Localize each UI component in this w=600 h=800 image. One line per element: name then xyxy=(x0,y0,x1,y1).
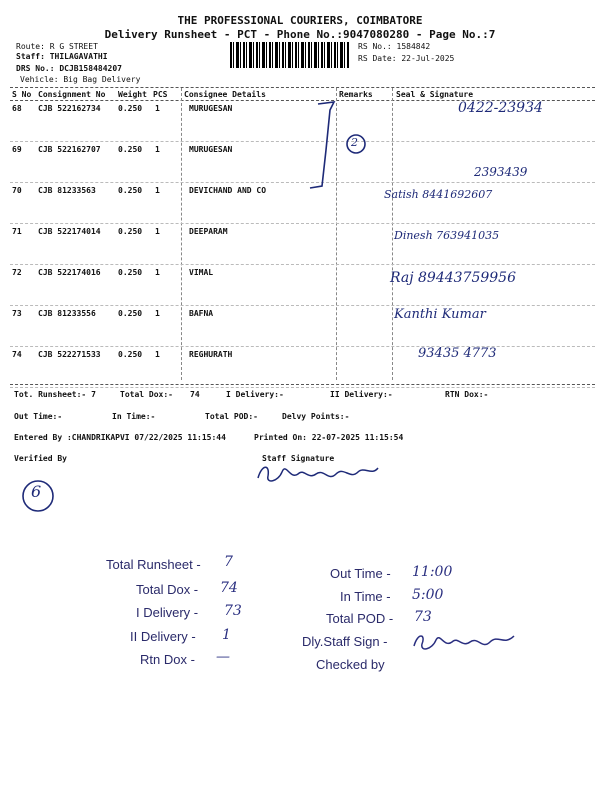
circle-mark-text: 6 xyxy=(31,482,42,501)
row-divider xyxy=(10,346,595,347)
stamp-out-time-label: Out Time - xyxy=(330,566,391,581)
row-signature: 0422-23934 xyxy=(458,100,543,116)
row-signature: Raj 89443759956 xyxy=(390,270,516,286)
stamp-dly-staff-sign-label: Dly.Staff Sign - xyxy=(302,634,388,649)
row-consignment-no: CJB 522271533 xyxy=(38,350,101,359)
stamp-ii-delivery-value: 1 xyxy=(222,627,231,643)
rs-date: RS Date: 22-Jul-2025 xyxy=(358,54,455,63)
stamp-total-pod-label: Total POD - xyxy=(326,611,394,626)
row-divider xyxy=(10,305,595,306)
ii-delivery-label: II Delivery:- xyxy=(330,390,393,399)
stamp-dly-staff-signature xyxy=(410,628,520,654)
row-consignment-no: CJB 522174016 xyxy=(38,268,101,277)
col-remarks: Remarks xyxy=(339,90,373,99)
row-pcs: 1 xyxy=(155,309,160,318)
total-dox-label: Total Dox:- xyxy=(120,390,173,399)
stamp-i-delivery-label: I Delivery - xyxy=(136,605,199,620)
row-consignee: VIMAL xyxy=(189,268,214,277)
row-pcs: 1 xyxy=(155,268,160,277)
row-pcs: 1 xyxy=(155,227,160,236)
verified-by-label: Verified By xyxy=(14,454,67,463)
col-consignment: Consignment No xyxy=(38,90,106,99)
row-consignee: DEVICHAND AND CO xyxy=(189,186,267,195)
stamp-rtn-dox-value: — xyxy=(216,649,230,665)
row-sno: 68 xyxy=(12,104,22,113)
tot-runsheet: Tot. Runsheet:- 7 xyxy=(14,390,96,399)
i-delivery-label: I Delivery:- xyxy=(226,390,284,399)
rs-number: RS No.: 1584842 xyxy=(358,42,431,51)
staff-signature-label: Staff Signature xyxy=(262,454,335,463)
company-title: THE PROFESSIONAL COURIERS, COIMBATORE xyxy=(177,14,423,27)
row-sno: 73 xyxy=(12,309,22,318)
row-pcs: 1 xyxy=(155,186,160,195)
stamp-in-time-label: In Time - xyxy=(340,589,391,604)
row-divider xyxy=(10,387,595,388)
stamp-total-runsheet-label: Total Runsheet - xyxy=(106,557,201,572)
row-sno: 69 xyxy=(12,145,22,154)
col-sno: S No xyxy=(12,90,32,99)
row-divider xyxy=(10,264,595,265)
row-weight: 0.250 xyxy=(118,227,143,236)
rtn-dox-label: RTN Dox:- xyxy=(445,390,489,399)
stamp-ii-delivery-label: II Delivery - xyxy=(130,629,196,644)
stamp-total-runsheet-value: 7 xyxy=(224,554,233,570)
row-consignee: BAFNA xyxy=(189,309,214,318)
row-signature: Dinesh 763941035 xyxy=(394,229,500,242)
col-pcs: PCS xyxy=(153,90,168,99)
col-seal-signature: Seal & Signature xyxy=(396,90,474,99)
stamp-in-time-value: 5:00 xyxy=(412,587,444,603)
row-weight: 0.250 xyxy=(118,268,143,277)
row-divider xyxy=(10,223,595,224)
row-consignment-no: CJB 81233563 xyxy=(38,186,96,195)
row-consignment-no: CJB 81233556 xyxy=(38,309,96,318)
remarks-bracket-mark xyxy=(300,100,380,190)
stamp-out-time-value: 11:00 xyxy=(412,564,453,580)
route-text: Route: R G STREET xyxy=(16,42,98,51)
row-signature: Kanthi Kumar xyxy=(394,307,486,322)
entered-by: Entered By :CHANDRIKAPVI 07/22/2025 11:15:44 xyxy=(14,433,226,442)
row-weight: 0.250 xyxy=(118,309,143,318)
row-sno: 74 xyxy=(12,350,22,359)
row-sno: 72 xyxy=(12,268,22,277)
total-pod-label: Total POD:- xyxy=(205,412,258,421)
remarks-circle-text: 2 xyxy=(351,136,358,149)
row-pcs: 1 xyxy=(155,350,160,359)
row-signature: 93435 4773 xyxy=(418,346,497,361)
staff-signature-scribble xyxy=(254,458,384,488)
row-weight: 0.250 xyxy=(118,104,143,113)
barcode xyxy=(230,42,350,68)
total-dox-value: 74 xyxy=(190,390,200,399)
runsheet-subtitle: Delivery Runsheet - PCT - Phone No.:9047080280 - Page No.:7 xyxy=(104,28,496,41)
row-weight: 0.250 xyxy=(118,350,143,359)
out-time-label: Out Time:- xyxy=(14,412,63,421)
stamp-total-dox-label: Total Dox - xyxy=(136,582,199,597)
staff-text: Staff: THILAGAVATHI xyxy=(16,52,108,61)
row-weight: 0.250 xyxy=(118,186,143,195)
row-consignment-no: CJB 522162707 xyxy=(38,145,101,154)
row-consignment-no: CJB 522162734 xyxy=(38,104,101,113)
stamp-rtn-dox-label: Rtn Dox - xyxy=(140,652,195,667)
col-weight: Weight xyxy=(118,90,147,99)
in-time-label: In Time:- xyxy=(112,412,156,421)
row-consignee: MURUGESAN xyxy=(189,104,233,113)
row-weight: 0.250 xyxy=(118,145,143,154)
delvy-points-label: Delvy Points:- xyxy=(282,412,350,421)
row-signature: 2393439 xyxy=(474,165,528,179)
row-consignment-no: CJB 522174014 xyxy=(38,227,101,236)
row-consignee: MURUGESAN xyxy=(189,145,233,154)
stamp-checked-by-label: Checked by xyxy=(316,657,385,672)
stamp-total-pod-value: 73 xyxy=(414,609,432,625)
row-sno: 70 xyxy=(12,186,22,195)
row-signature: Satish 8441692607 xyxy=(384,188,493,201)
row-sno: 71 xyxy=(12,227,22,236)
row-pcs: 1 xyxy=(155,145,160,154)
row-pcs: 1 xyxy=(155,104,160,113)
col-consignee: Consignee Details xyxy=(184,90,266,99)
stamp-i-delivery-value: 73 xyxy=(224,603,242,619)
drs-number: DRS No.: DCJB158484207 xyxy=(16,64,122,73)
vehicle-text: Vehicle: Big Bag Delivery xyxy=(20,75,141,84)
row-consignee: REGHURATH xyxy=(189,350,233,359)
row-consignee: DEEPARAM xyxy=(189,227,228,236)
stamp-total-dox-value: 74 xyxy=(220,580,238,596)
printed-on: Printed On: 22-07-2025 11:15:54 xyxy=(254,433,404,442)
